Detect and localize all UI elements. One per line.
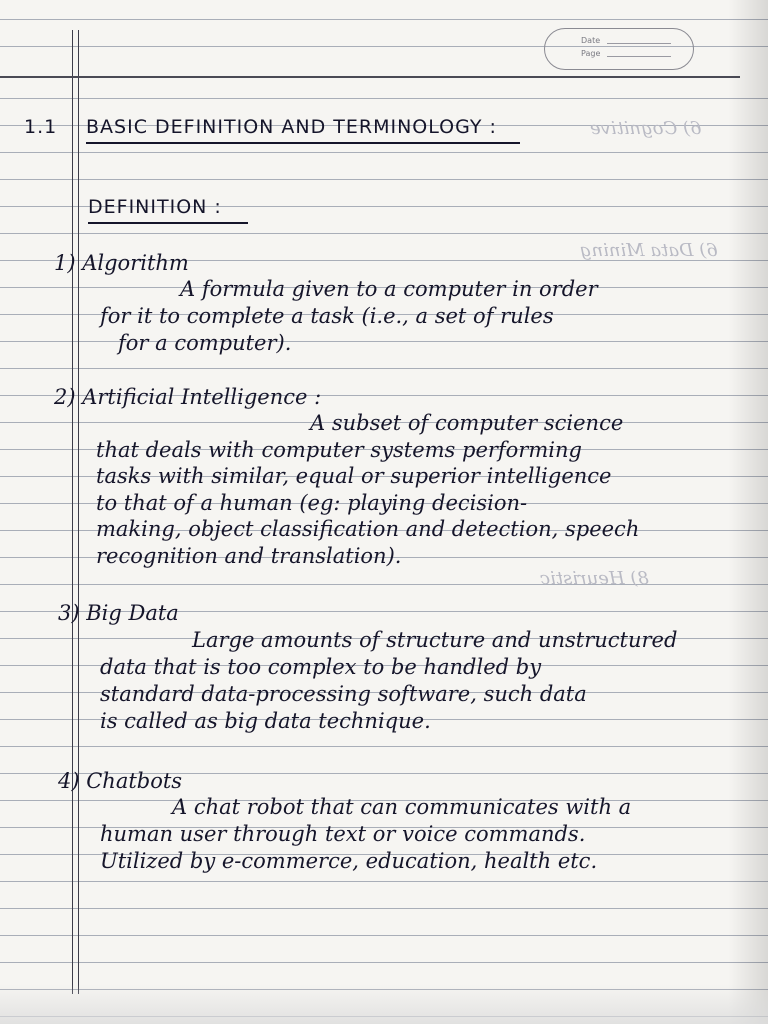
date-line	[607, 43, 671, 44]
entry-line: Utilized by e-commerce, education, health etc.	[100, 849, 598, 873]
entry-line: tasks with similar, equal or superior intelligence	[96, 464, 612, 488]
entry-line: A formula given to a computer in order	[180, 277, 598, 301]
margin-line	[78, 30, 79, 994]
entry-line: human user through text or voice commands.	[100, 822, 586, 846]
entry-term-chatbots: 4) Chatbots	[58, 769, 183, 793]
entry-term-algorithm: 1) Algorithm	[54, 251, 189, 275]
entry-term-big-data: 3) Big Data	[58, 601, 179, 625]
section-number: 1.1	[24, 116, 58, 138]
page-label: Page	[581, 49, 601, 58]
entry-line: standard data-processing software, such data	[100, 682, 587, 706]
page-line	[607, 56, 671, 57]
section-title: BASIC DEFINITION AND TERMINOLOGY :	[86, 116, 497, 138]
entry-line: that deals with computer systems performing	[96, 438, 582, 462]
entry-line: recognition and translation).	[96, 544, 402, 568]
entry-line: A chat robot that can communicates with a	[172, 795, 632, 819]
bleed-through-text: 8) Heuristic	[540, 568, 649, 589]
entry-term-artificial-intelligence: 2) Artificial Intelligence :	[54, 385, 322, 409]
date-label: Date	[581, 36, 601, 45]
entry-line: to that of a human (eg: playing decision-	[96, 491, 528, 515]
margin-line	[72, 30, 73, 994]
entry-line: data that is too complex to be handled by	[100, 655, 542, 679]
bleed-through-text: 6) Data Mining	[580, 240, 718, 261]
section-title-underline	[86, 142, 520, 144]
entry-line: for a computer).	[118, 331, 292, 355]
definition-underline	[88, 222, 248, 224]
date-page-stamp	[544, 28, 694, 70]
entry-line: A subset of computer science	[310, 411, 624, 435]
entry-line: making, object classification and detection, speech	[96, 517, 640, 541]
page-bottom-shadow	[0, 984, 768, 1024]
entry-line: for it to complete a task (i.e., a set of rules	[100, 304, 554, 328]
entry-line: Large amounts of structure and unstructured	[192, 628, 678, 652]
page-edge-shadow	[728, 0, 768, 1024]
entry-line: is called as big data technique.	[100, 709, 431, 733]
definition-heading: DEFINITION :	[88, 196, 222, 218]
bleed-through-text: 6) Cognitive	[590, 118, 702, 139]
header-rule	[0, 76, 740, 78]
